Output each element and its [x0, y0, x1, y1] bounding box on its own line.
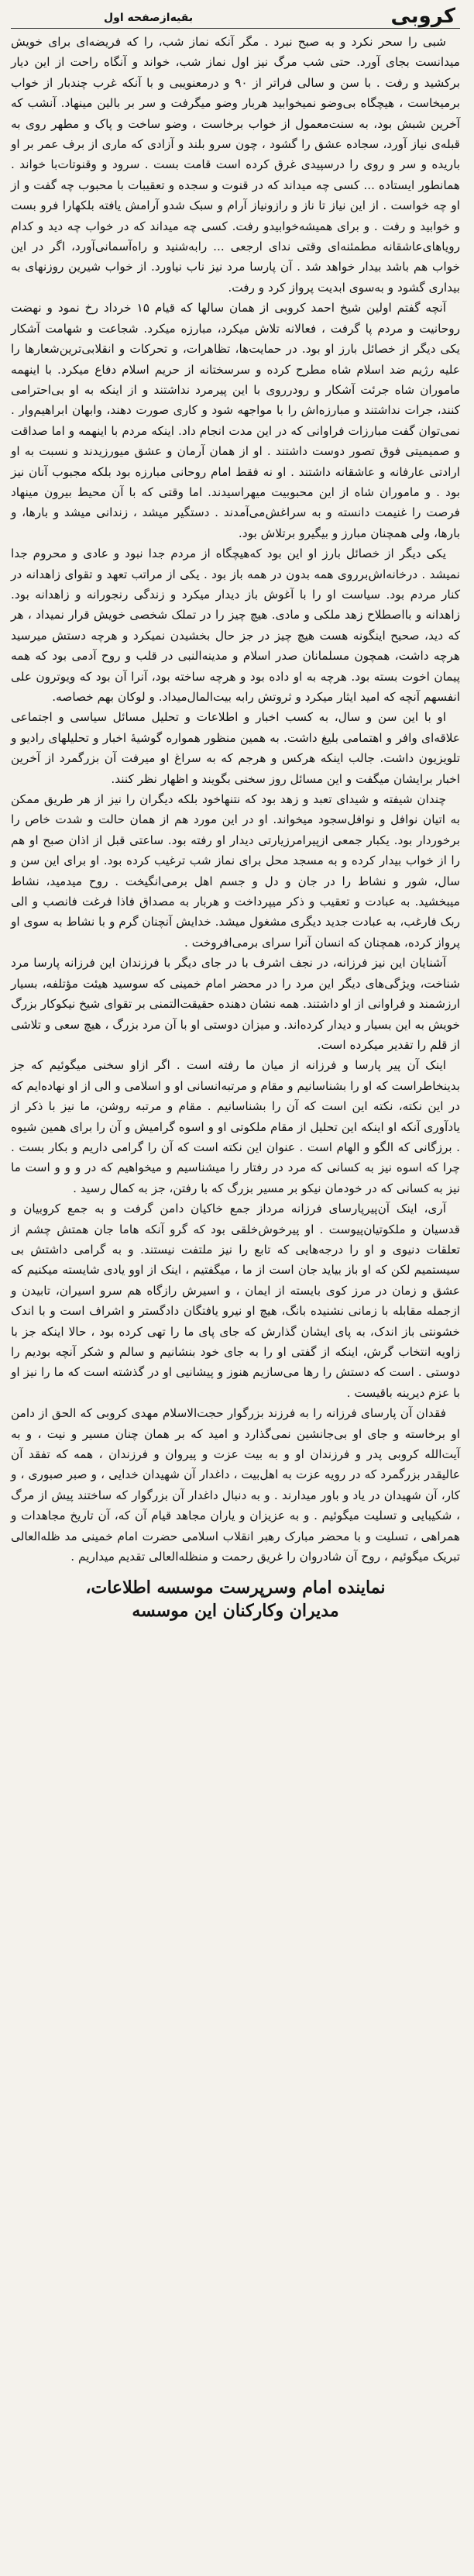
paragraph: اینک آن پیر پارسا و فرزانه از میان ما رفته است . اگر ازاو سخنی میگوئیم که جز بدینخاطراست که او را بشناسانیم و مقام و مرتبه‌انسانی او و اسلامی و الی از او نهاده‌ایم که در این نکته، نکته این است که آن را بشناسانیم . مقام و مرتبه روشن، ما نیز با ذکر از یادآوری آنکه او اینکه این تحلیل از مقام ملکوتی او و اسوه گرامیش و آن را برای همین شیوه . برزگانی که الگو و الهام است . عنوان این نکته است که آن را گرامی داریم و بکار بست . چرا که اسوه نیز به کسانی که مرد در رفتار را میشناسیم و میخواهیم که در و و و است ما نیز به کسانی که در خودمان نیکو بر مسیر بزرگ که با رفتن، جز به کمال رسید .: [11, 1058, 460, 1195]
paragraph: فقدان آن پارسای فرزانه را به فرزند بزرگوار حجت‌الاسلام مهدی کروبی که الحق از دامن او برخاسته و جای او بی‌جانشین نمی‌گذارد و امید که بر همان چنان مسیر و نیت ، و به آیت‌الله کروبی پدر و فرزندان او و به بیت عزت و پیروان و فرزندان ، همه که تفقد آن عالیقدر بزرگمرد که در رویه عزت به اهل‌بیت ، داغدار آن شهیدان خدایی ، و صبر صبوری ، و کار، آن شهیدان در یاد و باور میدارند . و به دنبال داغدار آن بزرگوار که ساختند پیش از مرگ ، شکیبایی و تسلیت میگوئیم . و به عزیزان و یاران مجاهد قیام آن که، آن تاریخ مجاهدات و همراهی ، تسلیت و با محضر مبارک رهبر انقلاب اسلامی حضرت امام خمینی مد ظله‌العالی تبریک میگوئیم ، روح آن شادروان را غریق رحمت و منظله‌العالی تقدیم میداریم .: [11, 1406, 460, 1564]
article-header: [11, 2, 460, 29]
paragraph: آنچه گفتم اولین شیخ احمد کروبی از همان سالها که قیام ۱۵ خرداد رخ نمود و نهضت روحانیت و مردم پا گرفت ، فعالانه تلاش میکرد، مبارزه میکرد. شجاعت و شهامت آشکار یکی دیگر از خصائل بارز او بود. در حمایت‌ها، تظاهرات، و تحرکات و انقلابی‌ترین‌شعارها را علیه رژیم ضد اسلام شاه مطرح کرده و سرسختانه از حریم اسلام دفاع میکرد. با اینهمه ماموران شاه جرئت آشکار و رودرروی با این پیرمرد نداشتند و از اینکه به او بی‌احترامی کنند، جرات نداشتند و مبارزه‌اش را با مواجهه شود و کاری صورت دهند، وابهان ابراهیم‌وار . نمی‌توان گفت مبارزات فراوانی که در این مدت انجام داد. اینکه مردم با اینهمه و اما صداقت و صمیمیتی فوق تصور دوست داشتند . او از همان آرمان و عشق میورزیدند و نسبت به او ارادتی عارفانه و عاشقانه داشتند . او نه فقط امام روحانی مبارزه بود بلکه مجبوب آنان نیز بود . و ماموران شاه از این محبوبیت میهراسیدند. اما وقتی که با آن محیط بیرون مینهاد فرصت را غنیمت دانسته و به سراغش‌می‌آمدند . دستگیر میشد ، زندانی میشد و بارها، و بارها، ولی همچنان مبارز و بیگیرو برتلاش بود.: [11, 301, 460, 540]
article-title: کروبی: [390, 5, 455, 28]
signature-line-2: مدیران وکارکنان این موسسه: [132, 1601, 339, 1622]
continuation-label: بقیه‌ازصفحه اول: [104, 12, 194, 24]
signature-block: [11, 1576, 460, 1623]
article-page: [0, 2, 474, 2576]
paragraph: او با این سن و سال، به کسب اخبار و اطلاعات و تحلیل مسائل سیاسی و اجتماعی علاقه‌ای وافر و اهتمامی بلیغ داشت. به همین منظور همواره گوشیهٔ اخبار و تحلیلهای رادیو و تلویزیون داشت. جالب اینکه هرکس و هرجم که به سراغ او میرفت آن بزرگمرد از آخرین اخبار برایشان میگفت و این مسائل روز سخنی بگویند و اظهار نظر کنند.: [11, 710, 460, 786]
paragraph: چندان شیفته و شیدای تعبد و زهد بود که نتنهاخود بلکه دیگران را نیز از هر طریق ممکن به اتیان نوافل و نوافل‌سجود میخواند. او در این مورد هم از همان حالت و شدت خاص را برخوردار بود. یکبار جمعی ازپیرامرزیارتی دیدار او رفته بود. ساعتی قبل از اذان صبح او هم را از خواب بیدار کرده و به مسجد محل برای نماز شب ترغیب کرده بود. او برای این سن و سال، شور و نشاط را در جان و دل و جسم اهل برمی‌انگیخت . روح میدمید، نشاط میبخشید. به عبادت و تعقیب و ذکر میپرداخت و هربار به مصداق فاذا فرغت فانصب و الی ربک فارغب، به عبادت جدید دیگری مشغول میشد. خدایش آنچنان گرم و با نشاط به سوی او پرواز کرده، همچنان که انسان آنرا سرای برمی‌افروخت .: [11, 792, 460, 950]
article-body: [11, 32, 460, 1567]
paragraph: آشنایان این نیز فرزانه، در نجف اشرف با در جای دیگر با فرزندان این فرزانه پارسا مرد شناخت، ویژگی‌های دیگر این مرد را در محضر امام خمینی که سوسید هیئت مؤتلفه، بسیار ارزشمند و فراوانی از او داشتند. همه نشان دهنده حقیقت‌التمنی بر تقوای شیخ نیکوکار بزرگ خویش به این بسیار و دیدار کرده‌اند. و میزان دوستی او با آن مرد بزرگ ، هیچ سعی و تلاشی از قلم را تقدیر میکرده است.: [11, 956, 460, 1052]
paragraph: شبی را سحر نکرد و به صبح نبرد . مگر آنکه نماز شب، را که فریضه‌ای برای خویش میدانست بجای آورد. حتی شب مرگ نیز اول نماز شب، خواند و آنگاه راحت از این دیار برکشید و رفت . با سن و سالی فراتر از ۹۰ و درمعنویبی و با آنکه غرب چندبار از خواب برمیخاست ، هیچگاه بی‌وضو نمیخوابید هربار وضو میگرفت و سر بر بالین مینهاد. آنشب که آخرین شبش بود، به سنت‌معمول از خواب برخاست ، وضو ساخت و پاک و مطهر روی به قبله‌ی نیاز آورد، سجاده عشق را گشود ، چون سرو بلند و آزادی که ماری از برف عمر بر او باریده و سر و روی را درسپیدی غرق کرده است قامت بست . سرود و وقنوتات‌با خواند . همانطور ایستاده ... کسی چه میداند که در قنوت و سجده و تعقیبات با محبوب چه گفت و از او چه خواست . از این نیاز تا ناز و رازونیاز آرام و سبک شدو آرامش یافته بلکهارا فرو بست و خوابید و رفت . و برای همیشه‌خوابیدو رفت. کسی چه میداند که در خواب چه دید و کدام رویاهای‌عاشقانه مطمئنه‌ای وقتی ندای ارجعی ... رابه‌شنید و راه‌آسمانی‌آورد، اگر در این خواب هم باشد بیدار خواهد شد . آن پارسا مرد نیز ناب نیاورد. از خواب شیرین روزنهای به بیداری گشود و به‌سوی ابدیت پرواز کرد و رفت.: [11, 35, 460, 295]
paragraph: آری، اینک آن‌پیرپارسای فرزانه مرداز جمع خاکیان دامن گرفت و به جمع کروبیان و قدسیان و ملکوتیان‌پیوست . او پیرخوش‌خلقی بود که گرو آنکه هاما جان همتش چشم از تعلقات دنیوی و او را درجه‌هایی که تابع را نیز ملتفت نیستند. و به گرامی داشتش بی سیستمیم لکن که او باز بیاید جان است از ما ، میگفتیم ، اینک از اوو یادی شایسته میکنیم که عشق و زمان در مرز کوی بایسته از ایمان ، و اسیرش رازگاه هم سرو اسیران، تابیدن و ازجمله مقابله با زمانی نشنیده بانگ، هیچ او نیرو یافتگان دادگستر و اشراف است و با اندک خشونتی باز اندک، به پای ایشان گذارش که جای پای ما را تهی کرده بود ، حالا اینکه جز با زاویه انتخاب گرش، اینکه از گفتی او را به جای خود بنشانیم و سالم و شکر آنچه بودیم را دوستی . است که دستش را رها می‌سازیم هنوز و پیشانیی او در گذشته است که ما را نیز او با عزم دیرینه باقیست .: [11, 1202, 460, 1400]
signature-line-1: نماینده امام وسرپرست موسسه اطلاعات،: [85, 1578, 386, 1598]
paragraph: یکی دیگر از خصائل بارز او این بود که‌هیچگاه از مردم جدا نبود و عادی و محروم جدا نمیشد . درخانه‌اش‌برروی همه بدون در همه باز بود . یکی از مراتب تعهد و تقوای زاهدانه در کنار مردم بود. سیاست او را با آغوش باز دیدار میکرد و زندگی رنجورانه و زاهدانه بود. زاهدانه و بااصطلاح زهد ملکی و مادی. هیچ چیز را در تملک شخصی خویش قرار نمیداد ، هر که دید، صحیح اینگونه هست هیچ چیز در جز حال بخشیدن نمیکرد و هرچه دستش میرسید هرچه داشت، همچون مسلمانان صدر اسلام و مدینه‌النبی در قلب و روح آدمی بود که همه پیمان اخوت بسته بود. هرچه به او داده بود و هرچه ساخته بود، آنرا آن بود که ویوترون علی انفسهم آنچه که امید ایثار میکرد و ثروتش رابه بیت‌المال‌میداد. و لوکان بهم خصاصه.: [11, 547, 460, 704]
